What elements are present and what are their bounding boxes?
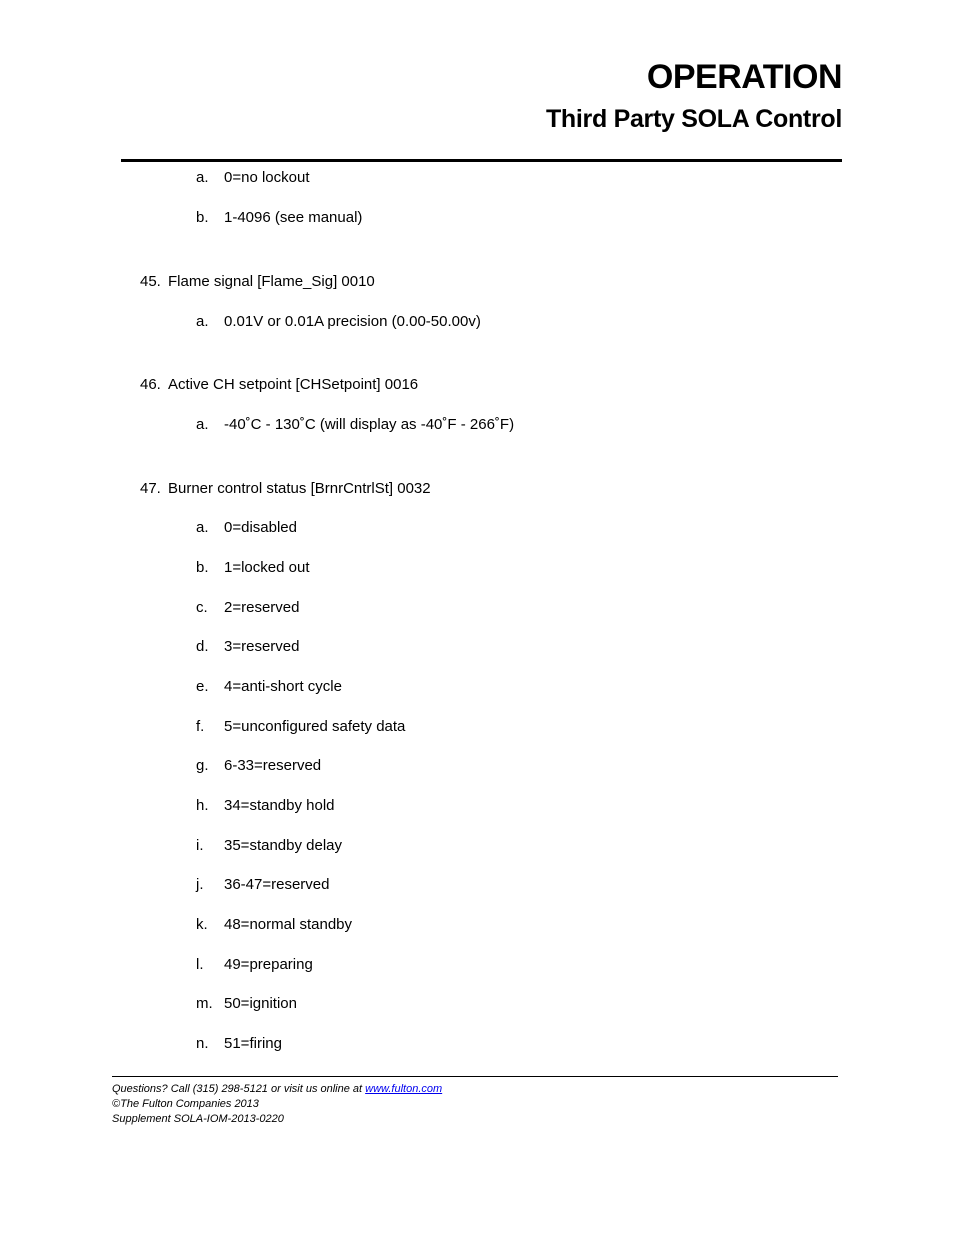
list-marker: a. [196, 416, 209, 433]
list-item-text: 5=unconfigured safety data [224, 718, 406, 735]
list-marker: a. [196, 519, 209, 536]
list-marker: a. [196, 313, 209, 330]
list-marker: b. [196, 559, 209, 576]
list-number: 45. [140, 273, 161, 290]
list-number: 46. [140, 376, 161, 393]
list-item-text: 49=preparing [224, 956, 313, 973]
list-item-text: 2=reserved [224, 599, 300, 616]
list-marker: l. [196, 956, 204, 973]
header-divider [121, 159, 842, 162]
list-marker: f. [196, 718, 205, 735]
footer-questions-text: Questions? Call (315) 298-5121 or visit us online at [112, 1083, 366, 1095]
footer-divider [112, 1076, 838, 1077]
footer-copyright: ©The Fulton Companies 2013 [112, 1098, 259, 1110]
list-marker: j. [196, 876, 204, 893]
list-number: 47. [140, 480, 161, 497]
list-item-text: 50=ignition [224, 995, 297, 1012]
footer-contact [112, 1082, 442, 1096]
list-item-text: 0=disabled [224, 519, 297, 536]
list-marker: n. [196, 1035, 209, 1052]
list-marker: i. [196, 837, 204, 854]
list-marker: m. [196, 995, 213, 1012]
page-title: OPERATION [646, 58, 842, 96]
list-item-text: 3=reserved [224, 638, 300, 655]
list-item-text: Flame signal [Flame_Sig] 0010 [168, 273, 375, 290]
list-item-text: 4=anti-short cycle [224, 678, 342, 695]
list-item-text: 36-47=reserved [224, 876, 330, 893]
page-subtitle: Third Party SOLA Control [545, 105, 842, 133]
list-marker: a. [196, 169, 209, 186]
list-item-text: 0.01V or 0.01A precision (0.00-50.00v) [224, 313, 481, 330]
list-marker: b. [196, 209, 209, 226]
list-item-text: 34=standby hold [224, 797, 335, 814]
list-item-text: -40˚C - 130˚C (will display as -40˚F - 266˚F) [224, 416, 515, 433]
list-item-text: 48=normal standby [224, 916, 352, 933]
list-marker: e. [196, 678, 209, 695]
list-item-text: 0=no lockout [224, 169, 310, 186]
list-item-text: 51=firing [224, 1035, 282, 1052]
footer-supplement: Supplement SOLA-IOM-2013-0220 [112, 1113, 284, 1125]
list-item-text: 1-4096 (see manual) [224, 209, 363, 226]
list-item-text: 1=locked out [224, 559, 310, 576]
list-item-text: Active CH setpoint [CHSetpoint] 0016 [168, 376, 419, 393]
list-item-text: Burner control status [BrnrCntrlSt] 0032 [168, 480, 431, 497]
list-marker: h. [196, 797, 209, 814]
list-marker: c. [196, 599, 208, 616]
fulton-website-link[interactable]: www.fulton.com [365, 1083, 443, 1095]
list-item-text: 6-33=reserved [224, 757, 322, 774]
list-item-text: 35=standby delay [224, 837, 343, 854]
list-marker: k. [196, 916, 208, 933]
list-marker: g. [196, 757, 209, 774]
list-marker: d. [196, 638, 209, 655]
